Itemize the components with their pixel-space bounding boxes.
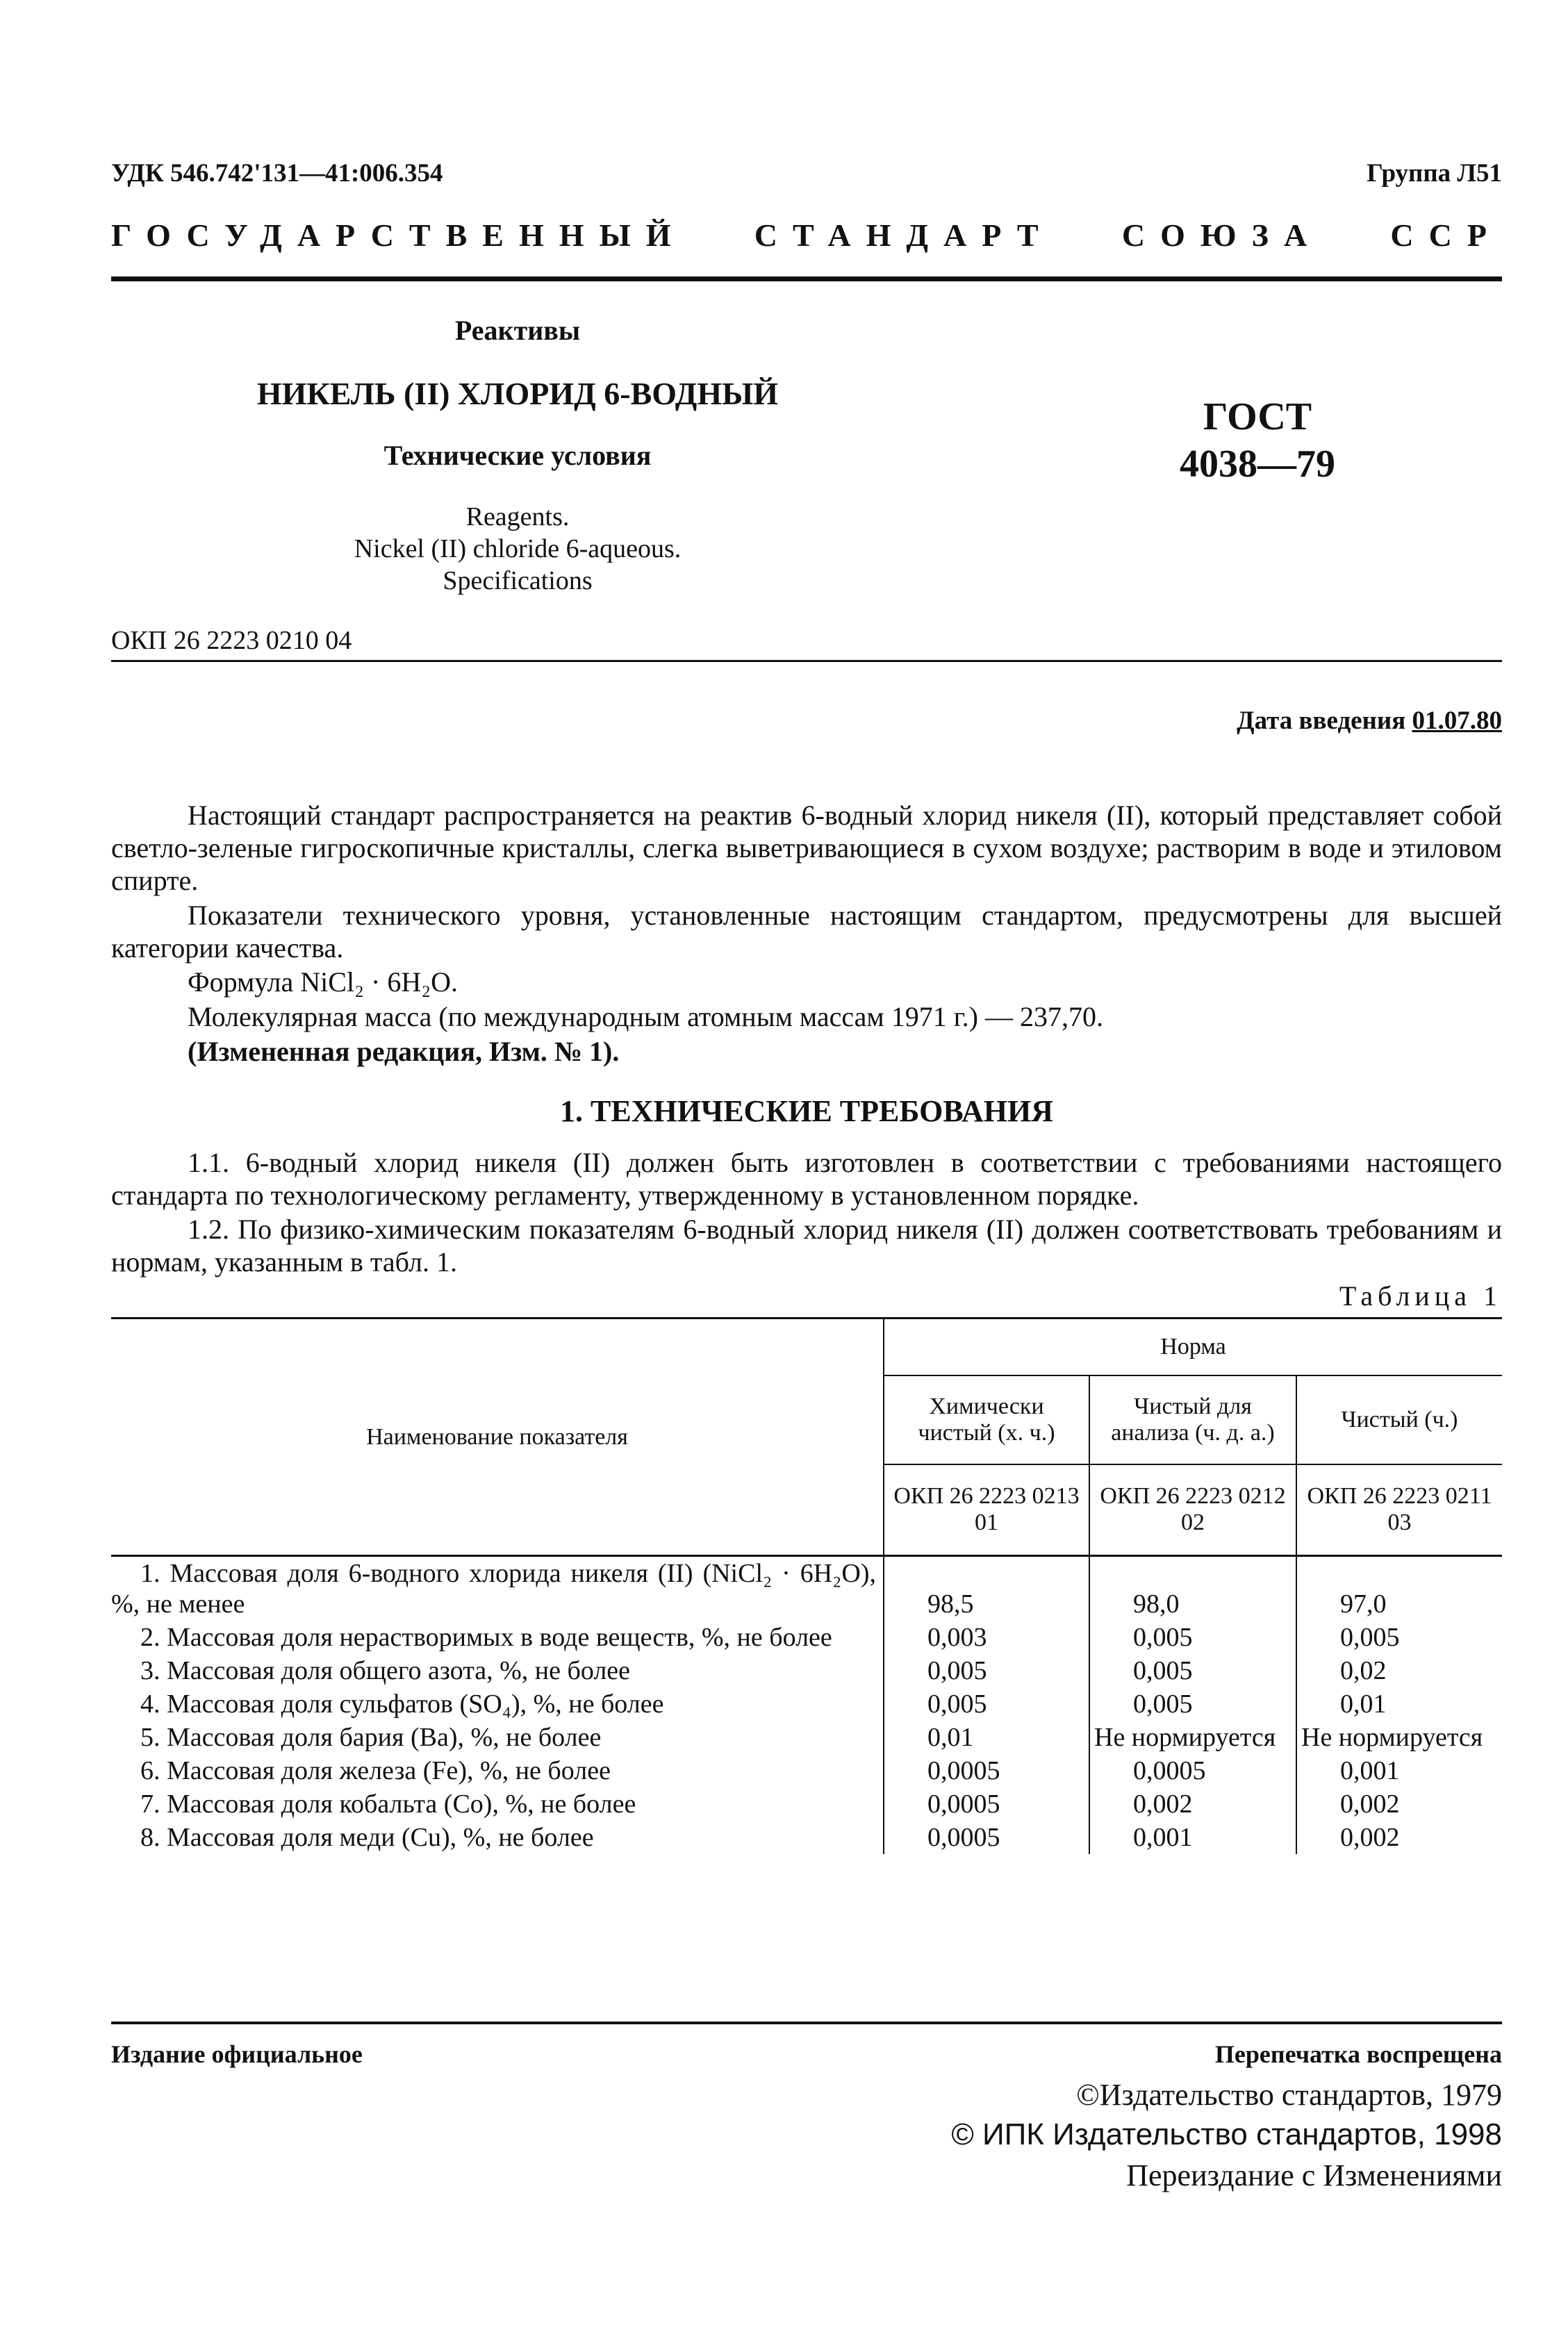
row-value-2: 0,005 xyxy=(1089,1654,1296,1687)
english-title-line-1: Reagents. xyxy=(465,502,570,531)
section-1-heading: 1. ТЕХНИЧЕСКИЕ ТРЕБОВАНИЯ xyxy=(560,1094,1053,1128)
reagents-heading: Реактивы xyxy=(454,315,581,346)
header-okp-1: ОКП 26 2223 0213 01 xyxy=(884,1464,1089,1556)
row-value-2: 0,005 xyxy=(1089,1621,1296,1654)
reprint-prohibited-note: Перепечатка воспрещена xyxy=(1214,2040,1502,2068)
row-value-3: 0,001 xyxy=(1296,1754,1502,1787)
formula-line: Формула NiCl₂ · 6H₂O. xyxy=(188,966,459,998)
row-name: 1. Массовая доля 6-водного хлорида никеля (II) (NiCl₂ · 6H₂O), %, не менее xyxy=(111,1556,884,1621)
row-value-1: 98,5 xyxy=(884,1556,1089,1621)
state-standard-title xyxy=(111,217,1502,254)
copyright-1998: © ИПК Издательство стандартов, 1998 xyxy=(951,2117,1502,2151)
row-name: 5. Массовая доля бария (Ba), %, не более xyxy=(140,1723,602,1752)
header-okp-2: ОКП 26 2223 0212 02 xyxy=(1089,1464,1296,1556)
english-title-line-2: Nickel (II) chloride 6-aqueous. xyxy=(354,534,682,563)
header-grade-analytical: Чистый для анализа (ч. д. а.) xyxy=(1089,1375,1296,1464)
header-grade-pure: Чистый (ч.) xyxy=(1296,1375,1502,1464)
row-value-1: 0,0005 xyxy=(884,1754,1089,1787)
row-name: 8. Массовая доля меди (Cu), %, не более xyxy=(140,1823,594,1852)
udk-code: УДК 546.742'131—41:006.354 xyxy=(111,159,443,188)
table-row xyxy=(111,1721,1502,1754)
header-okp-3: ОКП 26 2223 0211 03 xyxy=(1296,1464,1502,1556)
requirements-table xyxy=(111,1317,1502,1854)
header-norm: Норма xyxy=(884,1319,1502,1375)
row-value-1: 0,003 xyxy=(884,1621,1089,1654)
row-value-3: 0,002 xyxy=(1296,1787,1502,1821)
header-grade-chemically-pure: Химически чистый (х. ч.) xyxy=(884,1375,1089,1464)
tech-conditions: Технические условия xyxy=(383,440,652,471)
row-name: 2. Массовая доля нерастворимых в воде веществ, %, не более xyxy=(140,1623,832,1652)
row-value-1: 0,005 xyxy=(884,1654,1089,1687)
table-row xyxy=(111,1821,1502,1854)
english-title-line-3: Specifications xyxy=(443,566,593,595)
molecular-mass-line: Молекулярная масса (по международным атомным массам 1971 г.) — 237,70. xyxy=(188,1001,1103,1032)
header-rule-thick xyxy=(111,276,1502,281)
row-value-2: 0,002 xyxy=(1089,1787,1296,1821)
footer-rule xyxy=(111,2022,1502,2024)
row-name: 4. Массовая доля сульфатов (SO₄), %, не более xyxy=(140,1689,664,1719)
table-row xyxy=(111,1556,1502,1621)
date-of-introduction xyxy=(1237,706,1502,736)
group-code: Группа Л51 xyxy=(1367,159,1502,188)
clause-1-1: 1.1. 6-водный хлорид никеля (II) должен быть изготовлен в соответствии с требованиями настоящего стандарта по технологическому регламенту, утвержденному в установленном порядке. xyxy=(111,1147,1502,1211)
amendment-note: (Измененная редакция, Изм. № 1). xyxy=(188,1036,620,1067)
row-name: 7. Массовая доля кобальта (Co), %, не более xyxy=(140,1790,636,1819)
copyright-1979: ©Издательство стандартов, 1979 xyxy=(1076,2078,1502,2112)
quality-paragraph: Показатели технического уровня, установленные настоящим стандартом, предусмотрены для высшей категории качества. xyxy=(111,900,1502,964)
date-intro-label: Дата введения xyxy=(1237,706,1412,735)
clause-1-2: 1.2. По физико-химическим показателям 6-водный хлорид никеля (II) должен соответствовать требованиям и нормам, указанным в табл. 1. xyxy=(111,1214,1502,1278)
table-row xyxy=(111,1654,1502,1687)
table-row xyxy=(111,1687,1502,1721)
row-value-2: Не нормируется xyxy=(1089,1721,1296,1754)
gost-number: 4038—79 xyxy=(1180,443,1335,486)
row-value-2: 98,0 xyxy=(1089,1556,1296,1621)
gost-label: ГОСТ xyxy=(1203,395,1312,438)
date-intro-value: 01.07.80 xyxy=(1412,706,1502,735)
reissue-note: Переиздание с Изменениями xyxy=(1126,2158,1502,2192)
product-title: НИКЕЛЬ (II) ХЛОРИД 6-ВОДНЫЙ xyxy=(256,376,779,411)
row-value-2: 0,0005 xyxy=(1089,1754,1296,1787)
table-row xyxy=(111,1787,1502,1821)
row-value-1: 0,01 xyxy=(884,1721,1089,1754)
intro-paragraph: Настоящий стандарт распространяется на реактив 6-водный хлорид никеля (II), который представляет собой светло-зеленые гигроскопичные кристаллы, слегка выветривающиеся в сухом воздухе; растворим в воде и этиловом спирте. xyxy=(111,800,1502,896)
state-title-word-1: ГОСУДАРСТВЕННЫЙ xyxy=(111,217,686,253)
table-row xyxy=(111,1621,1502,1654)
row-value-2: 0,001 xyxy=(1089,1821,1296,1854)
row-value-1: 0,0005 xyxy=(884,1821,1089,1854)
table-row xyxy=(111,1754,1502,1787)
state-title-word-3: СОЮЗА xyxy=(1121,217,1323,253)
table-caption: Таблица 1 xyxy=(1339,1280,1502,1312)
row-value-3: Не нормируется xyxy=(1296,1721,1502,1754)
state-title-word-2: СТАНДАРТ xyxy=(754,217,1054,253)
official-edition-note: Издание официальное xyxy=(111,2040,363,2068)
header-indicator-name: Наименование показателя xyxy=(111,1319,884,1556)
row-name: 3. Массовая доля общего азота, %, не более xyxy=(140,1656,631,1685)
row-value-2: 0,005 xyxy=(1089,1687,1296,1721)
row-value-1: 0,005 xyxy=(884,1687,1089,1721)
row-value-3: 0,005 xyxy=(1296,1621,1502,1654)
row-value-1: 0,0005 xyxy=(884,1787,1089,1821)
row-value-3: 0,002 xyxy=(1296,1821,1502,1854)
row-name: 6. Массовая доля железа (Fe), %, не более xyxy=(140,1756,611,1785)
okp-rule xyxy=(111,660,1502,662)
okp-code: ОКП 26 2223 0210 04 xyxy=(111,626,352,655)
row-value-3: 97,0 xyxy=(1296,1556,1502,1621)
state-title-word-4: ССР xyxy=(1390,217,1502,253)
row-value-3: 0,01 xyxy=(1296,1687,1502,1721)
row-value-3: 0,02 xyxy=(1296,1654,1502,1687)
